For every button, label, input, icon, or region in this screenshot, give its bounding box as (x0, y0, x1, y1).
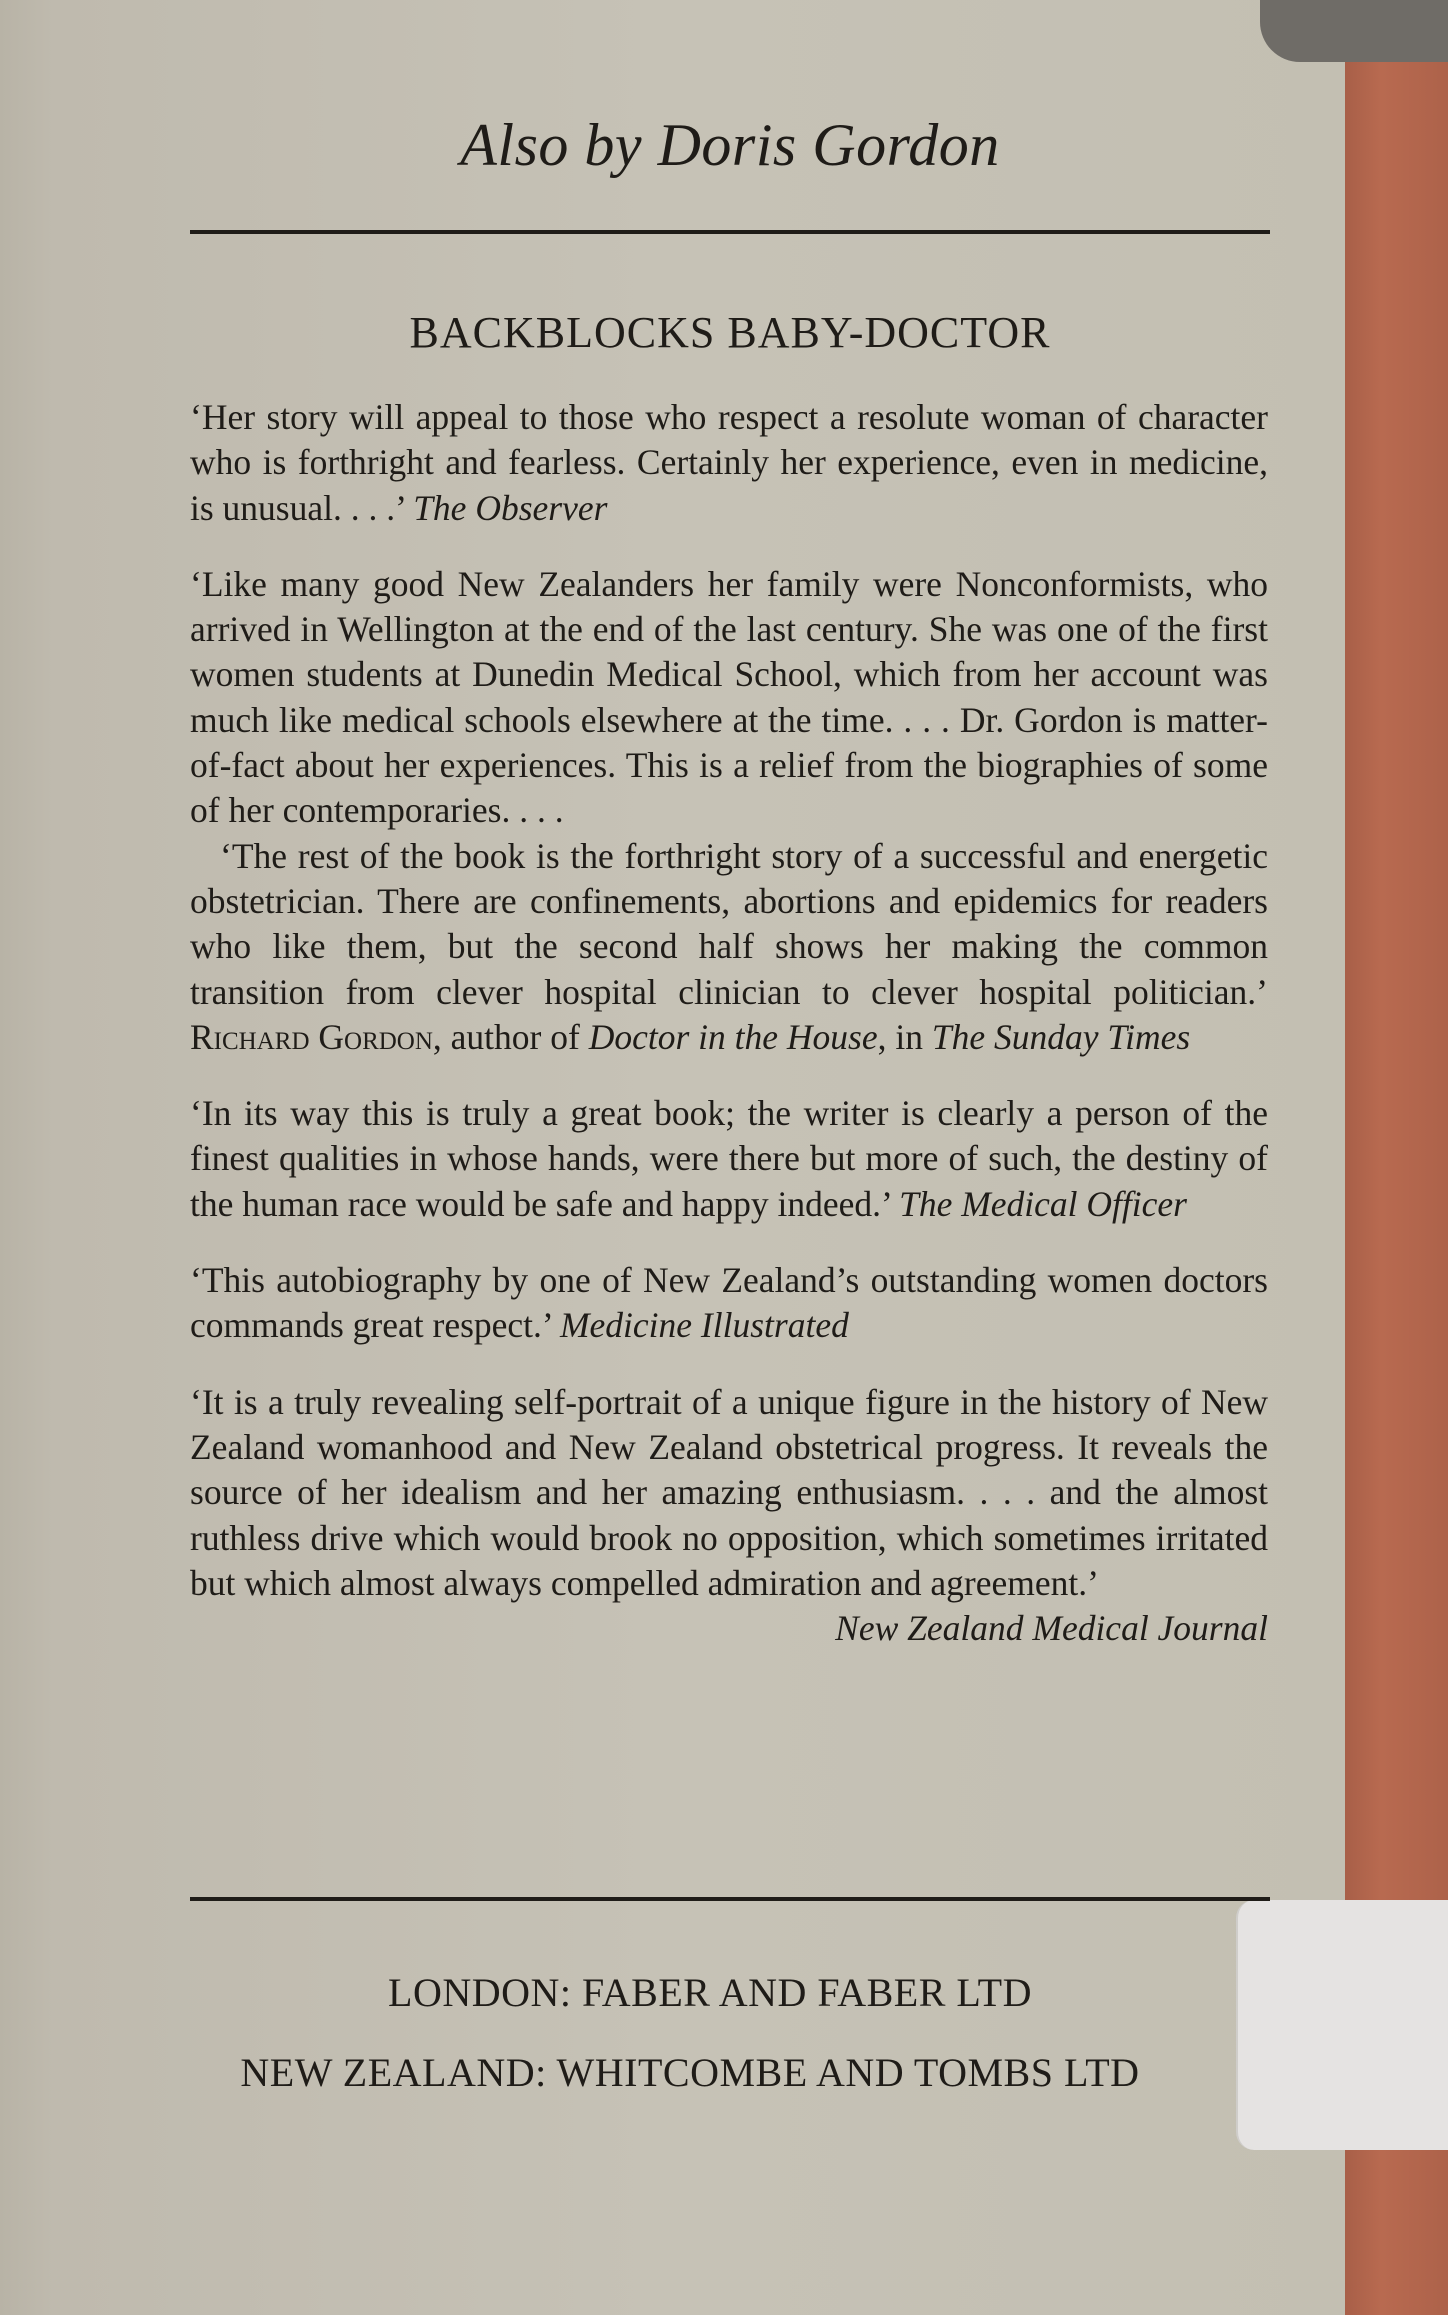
review-quote: ‘Like many good New Zealanders her family were Nonconformists, who arrived in Wellington at the end of the last century. She was one of the first women students at Dunedin Medical School, which from her account was much like medical schools elsewhere at the time. . . . Dr. Gordon is matter-of-fact about her experiences. This is a relief from the biographies of some of her contemporaries. . . . (190, 563, 1268, 831)
review-quote: ‘The rest of the book is the forthright story of a successful and energetic obstetrician. There are confinements, abortions and epidemics for readers who like them, but the second half shows her making the common transition from clever hospital clinician to clever hospital politician.’ (190, 835, 1268, 1012)
publisher-new-zealand: NEW ZEALAND: WHITCOMBE AND TOMBS LTD (240, 2050, 1140, 2095)
reviews-list (190, 395, 1268, 1682)
divider-bottom (190, 1897, 1270, 1901)
review-source: The Sunday Times (931, 1016, 1191, 1057)
review-medicine-illustrated (190, 1258, 1268, 1349)
review-work: Doctor in the House (588, 1016, 878, 1057)
review-quote: ‘It is a truly revealing self-portrait of a unique figure in the history of New Zealand womanhood and New Zealand obstetrical progress. It reveals the source of her idealism and her amazing enthusiasm. . . . and the almost ruthless drive which would brook no opposition, which sometimes irritated but which almost always compelled admiration and agreement.’ (190, 1381, 1268, 1603)
review-sunday-times-part-1 (190, 562, 1268, 834)
review-sunday-times-part-2 (190, 834, 1268, 1060)
review-author-suffix: , author of (432, 1016, 589, 1057)
review-nz-medical-journal (190, 1380, 1268, 1652)
review-source: The Medical Officer (899, 1183, 1187, 1224)
publisher-london: LONDON: FABER AND FABER LTD (388, 1970, 1032, 2015)
review-source: Medicine Illustrated (559, 1305, 849, 1346)
review-medical-officer (190, 1091, 1268, 1227)
review-quote: ‘In its way this is truly a great book; the writer is clearly a person of the finest qualities in whose hands, were there but more of such, the destiny of the human race would be safe and happy indeed.’ (190, 1093, 1268, 1224)
review-quote: ‘This autobiography by one of New Zealand’s outstanding women doctors commands great respect.’ (190, 1260, 1268, 1346)
review-work-suffix: , in (877, 1016, 932, 1057)
review-observer (190, 395, 1268, 531)
spine-top-shadow (1260, 0, 1448, 62)
divider-top (190, 230, 1270, 234)
review-source: New Zealand Medical Journal (835, 1608, 1268, 1649)
review-author: Richard Gordon (190, 1016, 433, 1057)
book-title: BACKBLOCKS BABY-DOCTOR (409, 308, 1051, 357)
review-source: The Observer (413, 487, 608, 528)
review-quote: ‘Her story will appeal to those who respect a resolute woman of character who is forthright and fearless. Certainly her experience, even in medicine, is unusual. . . .’ (190, 397, 1268, 528)
page-title: Also by Doris Gordon (460, 112, 1000, 178)
library-label-sticker (1236, 1900, 1448, 2150)
